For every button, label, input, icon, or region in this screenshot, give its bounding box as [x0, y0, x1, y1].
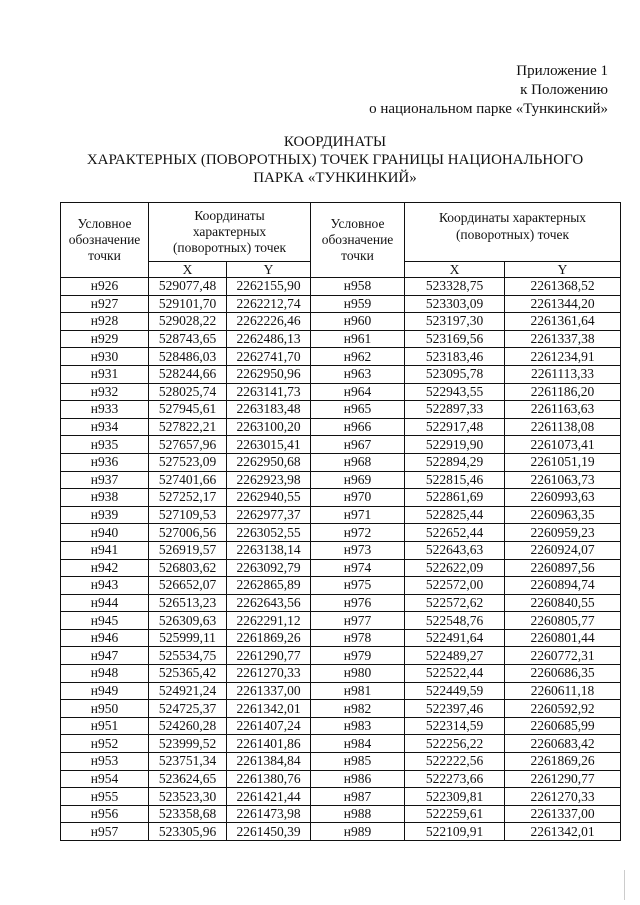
table-row: [61, 278, 621, 296]
coord-y-right: 2260963,35: [505, 506, 621, 524]
coord-x-left: 523305,96: [149, 823, 227, 841]
coord-x-left: 529101,70: [149, 295, 227, 313]
coord-x-left: 528025,74: [149, 383, 227, 401]
point-name-right: н958: [311, 278, 405, 296]
coord-y-right: 2261344,20: [505, 295, 621, 313]
point-name-left: н947: [61, 647, 149, 665]
coord-x-right: 522897,33: [405, 401, 505, 419]
point-name-left: н936: [61, 453, 149, 471]
coord-y-left: 2262212,74: [227, 295, 311, 313]
coord-y-left: 2262977,37: [227, 506, 311, 524]
point-name-left: н941: [61, 541, 149, 559]
coord-y-right: 2261361,64: [505, 313, 621, 331]
coord-x-right: 523183,46: [405, 348, 505, 366]
coord-y-right: 2261342,01: [505, 823, 621, 841]
table-row: [61, 682, 621, 700]
point-name-right: н977: [311, 612, 405, 630]
table-row: [61, 700, 621, 718]
coord-x-right: 523169,56: [405, 330, 505, 348]
coord-y-right: 2260924,07: [505, 541, 621, 559]
point-name-right: н975: [311, 577, 405, 595]
point-name-right: н988: [311, 805, 405, 823]
coord-x-left: 527109,53: [149, 506, 227, 524]
coord-y-right: 2261234,91: [505, 348, 621, 366]
point-name-right: н961: [311, 330, 405, 348]
coord-x-right: 522861,69: [405, 489, 505, 507]
coord-x-left: 527657,96: [149, 436, 227, 454]
point-name-right: н989: [311, 823, 405, 841]
point-name-right: н976: [311, 594, 405, 612]
table-row: [61, 365, 621, 383]
coord-x-left: 527945,61: [149, 401, 227, 419]
coord-y-left: 2263141,73: [227, 383, 311, 401]
point-name-right: н965: [311, 401, 405, 419]
document-title: [40, 133, 630, 187]
coord-x-right: 522815,46: [405, 471, 505, 489]
point-name-right: н974: [311, 559, 405, 577]
coord-y-right: 2261290,77: [505, 770, 621, 788]
header-coords-right: Координаты характерных (поворотных) точек: [405, 203, 621, 262]
coord-y-left: 2261401,86: [227, 735, 311, 753]
coord-x-left: 528743,65: [149, 330, 227, 348]
point-name-right: н967: [311, 436, 405, 454]
table-row: [61, 577, 621, 595]
header-y-right: Y: [505, 262, 621, 278]
point-name-left: н955: [61, 788, 149, 806]
point-name-left: н932: [61, 383, 149, 401]
coord-x-left: 528486,03: [149, 348, 227, 366]
coord-y-right: 2261186,20: [505, 383, 621, 401]
header-x-right: X: [405, 262, 505, 278]
coord-y-left: 2261407,24: [227, 717, 311, 735]
coord-y-right: 2261337,00: [505, 805, 621, 823]
point-name-right: н973: [311, 541, 405, 559]
coord-y-right: 2260959,23: [505, 524, 621, 542]
point-name-right: н984: [311, 735, 405, 753]
point-name-right: н987: [311, 788, 405, 806]
point-name-right: н960: [311, 313, 405, 331]
coord-x-left: 527252,17: [149, 489, 227, 507]
coord-y-right: 2260897,56: [505, 559, 621, 577]
coord-y-left: 2262226,46: [227, 313, 311, 331]
coord-y-left: 2263100,20: [227, 418, 311, 436]
coord-y-right: 2260805,77: [505, 612, 621, 630]
table-row: [61, 541, 621, 559]
point-name-right: н986: [311, 770, 405, 788]
coord-y-left: 2263138,14: [227, 541, 311, 559]
title-line-2: ХАРАКТЕРНЫХ (ПОВОРОТНЫХ) ТОЧЕК ГРАНИЦЫ НАЦИОНАЛЬНОГО: [86, 152, 584, 168]
coord-y-right: 2261270,33: [505, 788, 621, 806]
coord-y-left: 2262291,12: [227, 612, 311, 630]
coord-x-left: 527006,56: [149, 524, 227, 542]
header-point-name-right: Условное обозначение точки: [311, 203, 405, 278]
coord-x-left: 526513,23: [149, 594, 227, 612]
coord-y-right: 2261051,19: [505, 453, 621, 471]
coordinates-table-body: [61, 278, 621, 841]
point-name-right: н966: [311, 418, 405, 436]
coord-x-left: 523999,52: [149, 735, 227, 753]
table-row: [61, 418, 621, 436]
coord-x-left: 526309,63: [149, 612, 227, 630]
coord-y-right: 2260592,92: [505, 700, 621, 718]
table-row: [61, 788, 621, 806]
point-name-left: н944: [61, 594, 149, 612]
coord-y-right: 2261138,08: [505, 418, 621, 436]
title-line-3: ПАРКА «ТУНКИНКИЙ»: [253, 170, 417, 186]
coord-x-right: 522449,59: [405, 682, 505, 700]
coord-x-right: 522622,09: [405, 559, 505, 577]
coord-x-left: 523624,65: [149, 770, 227, 788]
point-name-left: н937: [61, 471, 149, 489]
coord-y-left: 2262950,68: [227, 453, 311, 471]
coord-x-right: 522489,27: [405, 647, 505, 665]
coord-x-right: 522643,63: [405, 541, 505, 559]
coord-x-right: 522917,48: [405, 418, 505, 436]
point-name-left: н939: [61, 506, 149, 524]
coord-x-right: 522572,62: [405, 594, 505, 612]
point-name-left: н929: [61, 330, 149, 348]
coord-x-left: 526803,62: [149, 559, 227, 577]
point-name-right: н970: [311, 489, 405, 507]
coord-x-right: 523328,75: [405, 278, 505, 296]
coord-y-right: 2260772,31: [505, 647, 621, 665]
coord-y-left: 2262741,70: [227, 348, 311, 366]
coord-y-right: 2261063,73: [505, 471, 621, 489]
point-name-right: н962: [311, 348, 405, 366]
coord-x-left: 525999,11: [149, 629, 227, 647]
coord-y-right: 2260683,42: [505, 735, 621, 753]
coord-y-left: 2261342,01: [227, 700, 311, 718]
coord-x-right: 523197,30: [405, 313, 505, 331]
point-name-left: н938: [61, 489, 149, 507]
coord-x-right: 522522,44: [405, 665, 505, 683]
point-name-left: н948: [61, 665, 149, 683]
point-name-left: н935: [61, 436, 149, 454]
coord-x-right: 522397,46: [405, 700, 505, 718]
table-row: [61, 313, 621, 331]
point-name-left: н957: [61, 823, 149, 841]
coord-x-left: 529077,48: [149, 278, 227, 296]
point-name-left: н934: [61, 418, 149, 436]
point-name-right: н985: [311, 753, 405, 771]
point-name-left: н952: [61, 735, 149, 753]
coord-y-left: 2261270,33: [227, 665, 311, 683]
header-x-left: X: [149, 262, 227, 278]
coord-x-left: 524260,28: [149, 717, 227, 735]
coord-x-right: 522259,61: [405, 805, 505, 823]
point-name-left: н930: [61, 348, 149, 366]
coord-y-right: 2260894,74: [505, 577, 621, 595]
appendix-reference: [369, 62, 608, 119]
coord-y-left: 2261290,77: [227, 647, 311, 665]
title-line-1: КООРДИНАТЫ: [283, 134, 387, 150]
coord-y-right: 2261337,38: [505, 330, 621, 348]
header-y-left: Y: [227, 262, 311, 278]
table-row: [61, 401, 621, 419]
table-row: [61, 383, 621, 401]
point-name-left: н943: [61, 577, 149, 595]
coord-y-right: 2260993,63: [505, 489, 621, 507]
coord-x-right: 522309,81: [405, 788, 505, 806]
coord-x-left: 529028,22: [149, 313, 227, 331]
point-name-left: н949: [61, 682, 149, 700]
coord-y-left: 2261384,84: [227, 753, 311, 771]
coord-x-right: 522109,91: [405, 823, 505, 841]
appendix-line-1: Приложение 1: [516, 63, 608, 79]
point-name-left: н951: [61, 717, 149, 735]
coord-x-right: 522222,56: [405, 753, 505, 771]
coord-y-right: 2260611,18: [505, 682, 621, 700]
coord-y-left: 2263052,55: [227, 524, 311, 542]
coord-y-right: 2260840,55: [505, 594, 621, 612]
table-row: [61, 647, 621, 665]
coord-x-left: 524725,37: [149, 700, 227, 718]
table-row: [61, 594, 621, 612]
point-name-left: н931: [61, 365, 149, 383]
coord-x-left: 527523,09: [149, 453, 227, 471]
coordinates-table: [60, 202, 621, 841]
table-row: [61, 770, 621, 788]
coord-y-left: 2261473,98: [227, 805, 311, 823]
coord-x-left: 525534,75: [149, 647, 227, 665]
table-row: [61, 436, 621, 454]
table-row: [61, 753, 621, 771]
table-row: [61, 805, 621, 823]
point-name-left: н950: [61, 700, 149, 718]
coord-x-left: 523751,34: [149, 753, 227, 771]
coord-y-left: 2263183,48: [227, 401, 311, 419]
coord-y-left: 2261450,39: [227, 823, 311, 841]
coord-y-left: 2263015,41: [227, 436, 311, 454]
point-name-left: н954: [61, 770, 149, 788]
point-name-right: н971: [311, 506, 405, 524]
coord-y-right: 2261869,26: [505, 753, 621, 771]
coord-y-right: 2260686,35: [505, 665, 621, 683]
point-name-left: н946: [61, 629, 149, 647]
scan-edge-mark: [624, 870, 631, 900]
point-name-left: н926: [61, 278, 149, 296]
coord-y-left: 2262155,90: [227, 278, 311, 296]
point-name-right: н964: [311, 383, 405, 401]
coord-y-right: 2261113,33: [505, 365, 621, 383]
table-row: [61, 559, 621, 577]
point-name-right: н978: [311, 629, 405, 647]
point-name-left: н940: [61, 524, 149, 542]
coord-x-left: 526652,07: [149, 577, 227, 595]
coord-y-left: 2261869,26: [227, 629, 311, 647]
coord-x-left: 523358,68: [149, 805, 227, 823]
table-row: [61, 330, 621, 348]
coord-x-right: 522652,44: [405, 524, 505, 542]
coord-x-left: 524921,24: [149, 682, 227, 700]
table-row: [61, 665, 621, 683]
coord-y-left: 2263092,79: [227, 559, 311, 577]
coord-x-right: 522491,64: [405, 629, 505, 647]
coord-x-left: 525365,42: [149, 665, 227, 683]
coord-y-right: 2261368,52: [505, 278, 621, 296]
coord-y-right: 2260685,99: [505, 717, 621, 735]
point-name-right: н979: [311, 647, 405, 665]
table-row: [61, 717, 621, 735]
coord-x-right: 522572,00: [405, 577, 505, 595]
coord-x-left: 527822,21: [149, 418, 227, 436]
coord-y-left: 2262643,56: [227, 594, 311, 612]
coord-x-right: 522256,22: [405, 735, 505, 753]
coord-y-left: 2261421,44: [227, 788, 311, 806]
coord-y-right: 2261163,63: [505, 401, 621, 419]
point-name-right: н981: [311, 682, 405, 700]
coord-y-left: 2262940,55: [227, 489, 311, 507]
coord-x-right: 522273,66: [405, 770, 505, 788]
table-row: [61, 735, 621, 753]
table-row: [61, 823, 621, 841]
coord-x-right: 522943,55: [405, 383, 505, 401]
coord-y-left: 2261337,00: [227, 682, 311, 700]
coord-y-left: 2262950,96: [227, 365, 311, 383]
point-name-right: н982: [311, 700, 405, 718]
table-row: [61, 348, 621, 366]
coord-y-right: 2261073,41: [505, 436, 621, 454]
coord-x-left: 526919,57: [149, 541, 227, 559]
coord-y-left: 2262486,13: [227, 330, 311, 348]
point-name-right: н959: [311, 295, 405, 313]
point-name-right: н968: [311, 453, 405, 471]
coord-x-right: 523303,09: [405, 295, 505, 313]
coord-x-left: 523523,30: [149, 788, 227, 806]
point-name-right: н969: [311, 471, 405, 489]
point-name-left: н927: [61, 295, 149, 313]
table-row: [61, 471, 621, 489]
point-name-right: н980: [311, 665, 405, 683]
point-name-left: н933: [61, 401, 149, 419]
coord-x-right: 523095,78: [405, 365, 505, 383]
point-name-right: н963: [311, 365, 405, 383]
point-name-left: н945: [61, 612, 149, 630]
coord-x-right: 522548,76: [405, 612, 505, 630]
table-row: [61, 629, 621, 647]
header-coords-left: Координаты характерных (поворотных) точек: [149, 203, 311, 262]
table-row: [61, 453, 621, 471]
table-row: [61, 506, 621, 524]
point-name-left: н956: [61, 805, 149, 823]
table-row: [61, 489, 621, 507]
coord-x-left: 528244,66: [149, 365, 227, 383]
coord-x-left: 527401,66: [149, 471, 227, 489]
coord-x-right: 522825,44: [405, 506, 505, 524]
point-name-left: н942: [61, 559, 149, 577]
header-point-name-left: Условное обозначение точки: [61, 203, 149, 278]
table-row: [61, 524, 621, 542]
coord-y-right: 2260801,44: [505, 629, 621, 647]
appendix-line-3: о национальном парке «Тункинский»: [369, 101, 608, 117]
coord-y-left: 2261380,76: [227, 770, 311, 788]
coord-y-left: 2262865,89: [227, 577, 311, 595]
table-row: [61, 295, 621, 313]
point-name-right: н972: [311, 524, 405, 542]
coord-y-left: 2262923,98: [227, 471, 311, 489]
table-row: [61, 612, 621, 630]
coord-x-right: 522314,59: [405, 717, 505, 735]
appendix-line-2: к Положению: [520, 82, 608, 98]
coord-x-right: 522894,29: [405, 453, 505, 471]
point-name-left: н953: [61, 753, 149, 771]
point-name-right: н983: [311, 717, 405, 735]
point-name-left: н928: [61, 313, 149, 331]
coord-x-right: 522919,90: [405, 436, 505, 454]
